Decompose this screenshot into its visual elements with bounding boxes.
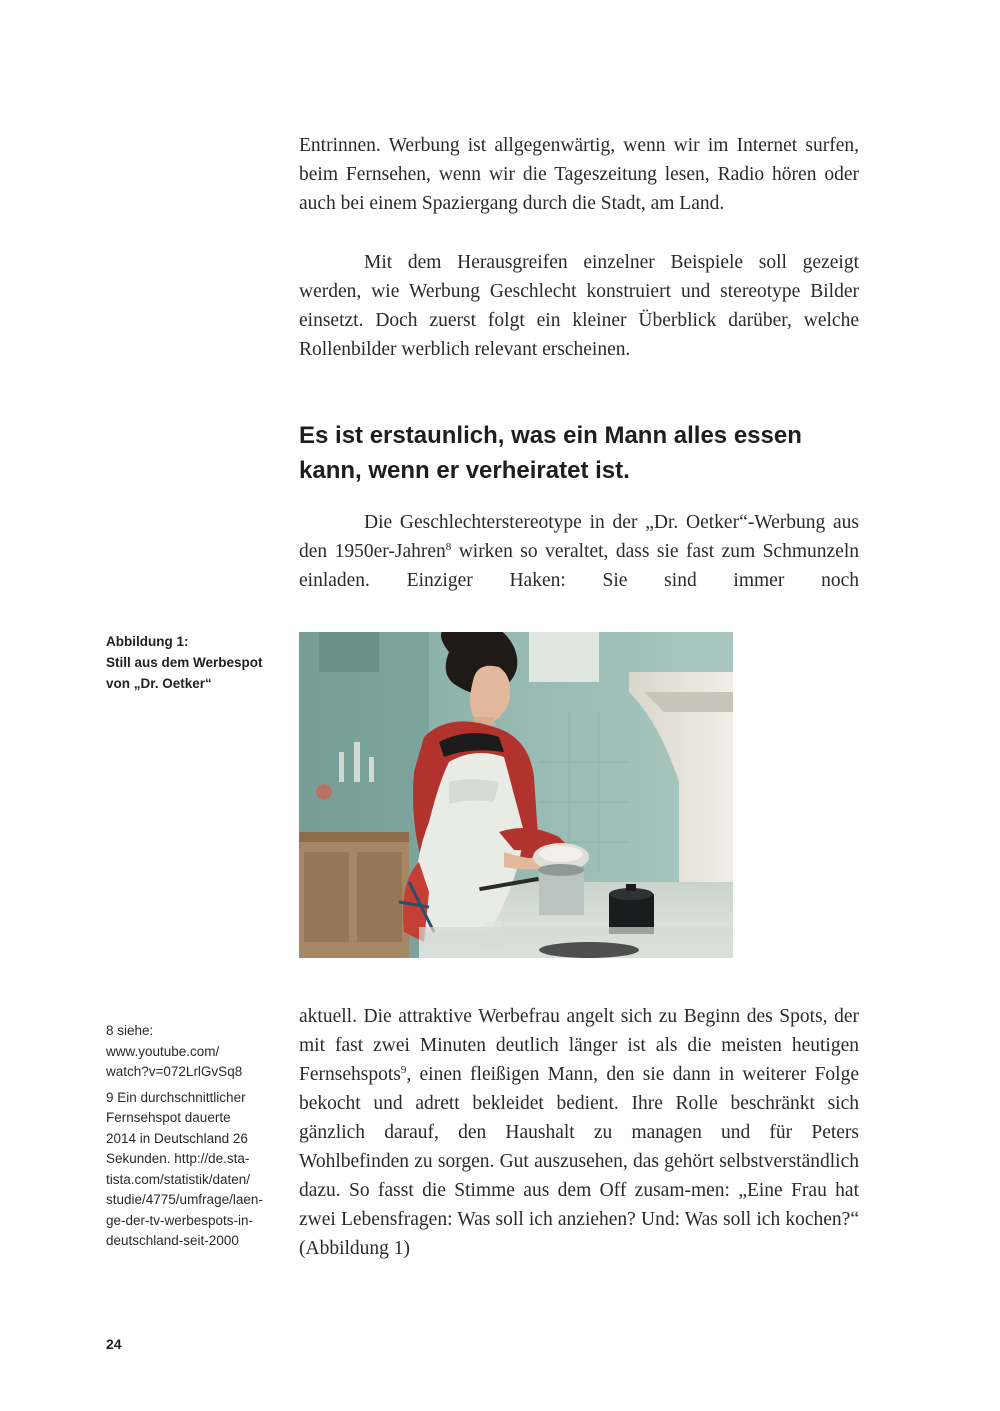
footnotes — [106, 1021, 286, 1257]
body-paragraph-1: Entrinnen. Werbung ist allgegenwärtig, wenn wir im Internet surfen, beim Fernsehen, wenn wir die Tageszeitung lesen, Radio hören oder auch bei einem Spaziergang durch die Stadt, am Land. — [299, 135, 859, 214]
footnote-9-url-line[interactable]: tista.com/statistik/daten/ — [106, 1171, 251, 1187]
footnote-9-url-line[interactable]: deutschland-seit-2000 — [106, 1233, 239, 1248]
footnote-8-url-line[interactable]: www.youtube.com/ — [106, 1043, 220, 1059]
footnote-9-url-line[interactable]: studie/4775/umfrage/laen- — [106, 1192, 263, 1207]
figure-oetker-still-image — [299, 632, 733, 958]
section-heading: Es ist erstaunlich, was ein Mann alles essen kann, wenn er verheiratet ist. — [299, 422, 802, 484]
body-paragraph-4 — [299, 1002, 859, 1263]
p4-text-end: , einen fleißigen Mann, den sie dann in weiterer Folge bekocht und adrett bekleidet bedient. Ihre Rolle beschränkt sich gänzlich darauf, den Haushalt zu managen und für Peters Wohlbefinden zu sorgen. Gut auszusehen, das gehört selbstverständlich dazu. So fasst die Stimme aus dem Off zusam-men: „Eine Frau hat zwei Lebensfragen: Was soll ich anziehen? Und: Was soll ich kochen?“ (Abbildung 1) — [299, 1064, 859, 1259]
footnote-9-line: Sekunden. http://de.sta- — [106, 1151, 250, 1166]
footnote-9 — [106, 1088, 286, 1252]
footnote-9-url-line[interactable]: ge-der-tv-werbespots-in- — [106, 1212, 254, 1228]
footnote-8-line: 8 siehe: — [106, 1023, 154, 1038]
p3-text-start: Die Geschlechterstereotype in der „Dr. Oetker“-Werbung aus den 1950er-Jahren — [299, 512, 859, 562]
figure-caption — [106, 631, 291, 694]
body-paragraph-3 — [299, 508, 859, 595]
footnote-9-line: 9 Ein durchschnittlicher — [106, 1089, 246, 1105]
footnote-9-line: Fernsehspot dauerte — [106, 1110, 231, 1125]
footnote-9-line: 2014 in Deutschland 26 — [106, 1130, 248, 1146]
p3-text-end: wirken so veraltet, dass sie fast zum Schmunzeln einladen. Einziger Haken: Sie sind immer noch — [299, 541, 859, 591]
body-paragraph-2: Mit dem Herausgreifen einzelner Beispiele soll gezeigt werden, wie Werbung Geschlecht konstruiert und stereotype Bilder einsetzt. Doch zuerst folgt ein kleiner Überblick darüber, welche Rollenbilder werblich relevant erscheinen. — [299, 252, 859, 360]
footnote-8-url-line[interactable]: watch?v=072LrlGvSq8 — [106, 1064, 243, 1079]
footnote-ref-8[interactable]: 8 — [445, 541, 452, 553]
page-number: 24 — [106, 1336, 122, 1352]
caption-title-line1: Still aus dem Werbespot — [106, 655, 263, 670]
caption-label: Abbildung 1: — [106, 634, 189, 649]
p4-text-start: aktuell. Die attraktive Werbefrau angelt sich zu Beginn des Spots, der mit fast zwei Minuten deutlich länger ist als die meisten heutigen Fernsehspots — [299, 1006, 859, 1085]
caption-title-line2: von „Dr. Oetker“ — [106, 676, 212, 691]
footnote-ref-9[interactable]: 9 — [400, 1064, 407, 1076]
footnote-8 — [106, 1021, 286, 1083]
